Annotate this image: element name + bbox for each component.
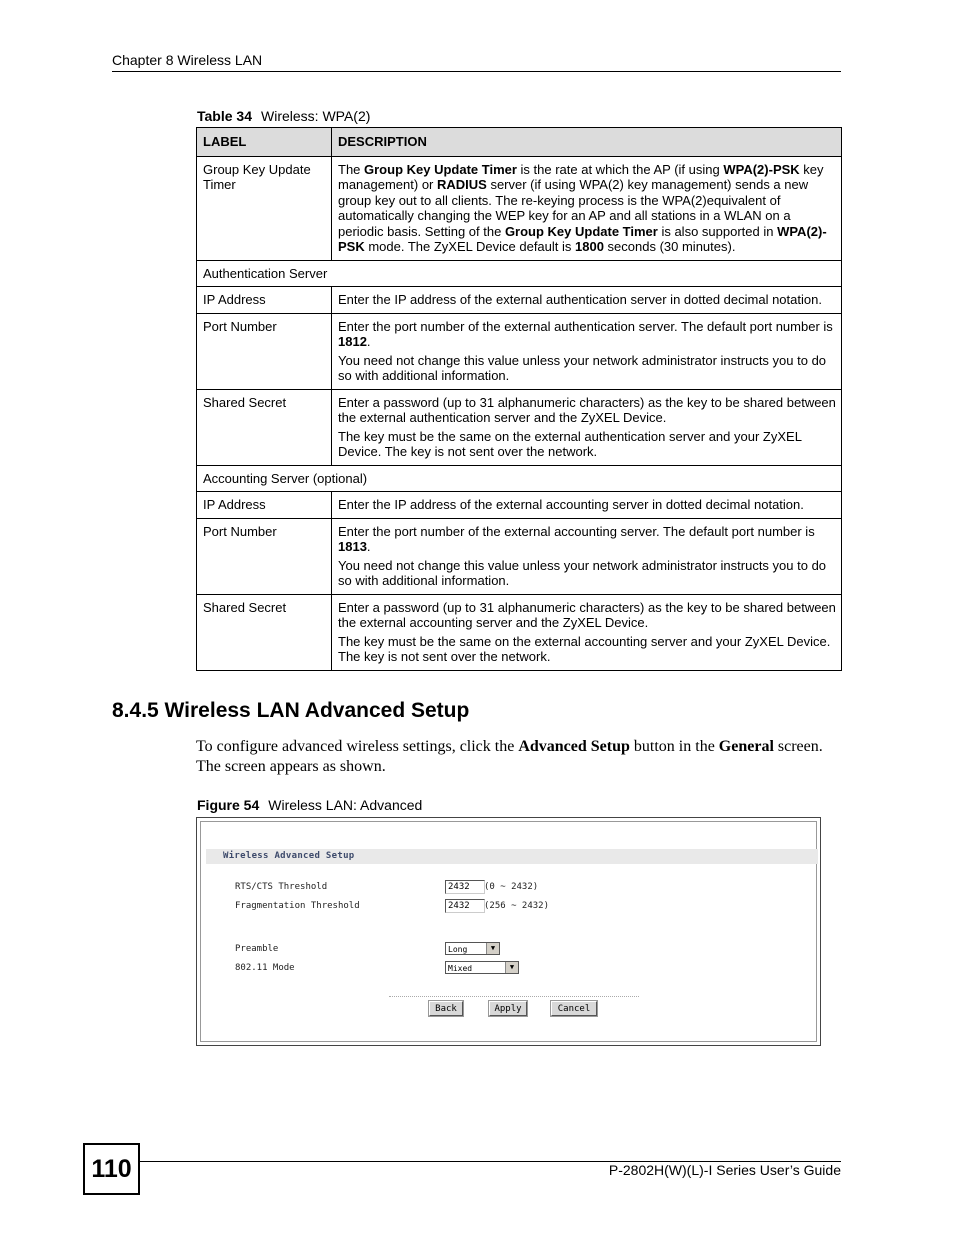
table-section-row xyxy=(197,465,842,492)
cancel-button[interactable]: Cancel xyxy=(551,1001,597,1016)
chevron-down-icon: ▼ xyxy=(486,943,499,954)
row-label: Shared Secret xyxy=(197,389,332,465)
table-row xyxy=(197,287,842,314)
row-description: Enter a password (up to 31 alphanumeric characters) as the key to be shared between the external accounting server and the ZyXEL Device. The key must be the same on the external accounting server and your ZyXEL Device. The key is not sent over the network. xyxy=(332,594,842,670)
section-label: Accounting Server (optional) xyxy=(197,465,842,492)
table-header-row xyxy=(197,128,842,157)
table-caption-title: Wireless: WPA(2) xyxy=(261,108,371,124)
figure-caption-title: Wireless LAN: Advanced xyxy=(268,797,423,813)
row-description: Enter the IP address of the external authentication server in dotted decimal notation. xyxy=(332,287,842,314)
table-section-row xyxy=(197,260,842,287)
mode-select[interactable] xyxy=(445,961,519,974)
row-label: Port Number xyxy=(197,518,332,594)
rts-cts-range: (0 ~ 2432) xyxy=(484,882,539,892)
table-row xyxy=(197,492,842,519)
preamble-value: Long xyxy=(448,945,468,954)
table-row xyxy=(197,156,842,260)
column-header-description: DESCRIPTION xyxy=(332,128,842,157)
table-row xyxy=(197,389,842,465)
row-label: Group Key Update Timer xyxy=(197,156,332,260)
row-description: The Group Key Update Timer is the rate at which the AP (if using WPA(2)-PSK key management) or RADIUS server (if using WPA(2) key management) sends a new group key out to all clients. The re-keying process is the WPA(2)equivalent of automatically changing the WEP key for an AP and all stations in a WLAN on a periodic basis. Setting of the Group Key Update Timer is also supported in WPA(2)-PSK mode. The ZyXEL Device default is 1800 seconds (30 minutes). xyxy=(332,156,842,260)
row-description: Enter a password (up to 31 alphanumeric characters) as the key to be shared between the external authentication server and the ZyXEL Device. The key must be the same on the external authentication server and your ZyXEL Device. The key is not sent over the network. xyxy=(332,389,842,465)
wireless-advanced-screenshot xyxy=(196,817,821,1046)
screen-title: Wireless Advanced Setup xyxy=(223,851,355,861)
rts-cts-threshold-label: RTS/CTS Threshold xyxy=(235,882,328,892)
preamble-select[interactable] xyxy=(445,942,500,955)
mode-value: Mixed xyxy=(448,964,473,973)
rts-cts-threshold-input[interactable]: 2432 xyxy=(445,880,485,894)
table-row xyxy=(197,313,842,389)
fragmentation-threshold-input[interactable]: 2432 xyxy=(445,899,485,913)
page-number: 110 xyxy=(83,1143,140,1195)
table-row xyxy=(197,518,842,594)
row-description: Enter the IP address of the external accounting server in dotted decimal notation. xyxy=(332,492,842,519)
back-button[interactable]: Back xyxy=(429,1001,463,1016)
chevron-down-icon: ▼ xyxy=(505,962,518,973)
row-label: Shared Secret xyxy=(197,594,332,670)
wpa2-description-table xyxy=(196,127,842,671)
chapter-header: Chapter 8 Wireless LAN xyxy=(112,52,263,68)
guide-title: P-2802H(W)(L)-I Series User’s Guide xyxy=(608,1162,841,1178)
button-divider xyxy=(389,996,639,997)
section-heading: 8.4.5 Wireless LAN Advanced Setup xyxy=(112,699,470,722)
column-header-label: LABEL xyxy=(197,128,332,157)
row-label: IP Address xyxy=(197,492,332,519)
row-label: Port Number xyxy=(197,313,332,389)
body-paragraph: To configure advanced wireless settings, click the Advanced Setup button in the General screen. The screen appears as shown. xyxy=(196,738,823,775)
row-label: IP Address xyxy=(197,287,332,314)
fragmentation-threshold-label: Fragmentation Threshold xyxy=(235,901,360,911)
row-description: Enter the port number of the external accounting server. The default port number is 1813. You need not change this value unless your network administrator instructs you to do so with additional information. xyxy=(332,518,842,594)
row-description: Enter the port number of the external authentication server. The default port number is 1812. You need not change this value unless your network administrator instructs you to do so with additional information. xyxy=(332,313,842,389)
figure-caption xyxy=(197,797,422,813)
mode-label: 802.11 Mode xyxy=(235,963,295,973)
fragmentation-range: (256 ~ 2432) xyxy=(484,901,550,911)
figure-caption-label: Figure 54 xyxy=(197,797,260,813)
section-label: Authentication Server xyxy=(197,260,842,287)
table-caption xyxy=(197,108,370,124)
screen-title-bar xyxy=(206,849,818,864)
apply-button[interactable]: Apply xyxy=(489,1001,527,1016)
table-row xyxy=(197,594,842,670)
header-divider xyxy=(112,71,841,72)
table-caption-label: Table 34 xyxy=(197,108,252,124)
screenshot-frame xyxy=(200,821,817,1042)
preamble-label: Preamble xyxy=(235,944,279,954)
